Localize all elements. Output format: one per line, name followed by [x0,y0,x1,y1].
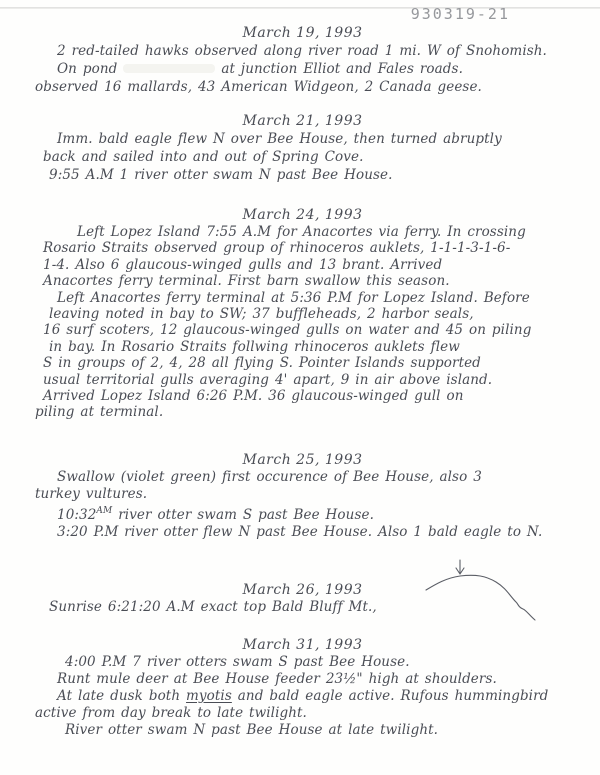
entry-line [35,503,570,524]
am-superscript: AM [96,505,113,516]
entry-line: Anacortes ferry terminal. First barn swallow this season. [43,273,450,290]
entry-line: 3:20 P.M river otter flew N past Bee House. Also 1 bald eagle to N. [57,523,543,540]
entry-line [35,60,570,78]
entry-date: March 26, 1993 [242,581,363,598]
entry-date: March 24, 1993 [242,207,363,223]
hill-profile-line [426,575,535,620]
scan-id-label: 930319-21 [410,5,510,23]
entry-line: Imm. bald eagle flew N over Bee House, then turned abruptly [57,131,502,147]
entry-line: Runt mule deer at Bee House feeder 23½" high at shoulders. [57,670,497,687]
journal-entry-march-31 [35,636,570,739]
entry-line: piling at terminal. [35,404,164,421]
journal-entry-march-25 [35,451,570,541]
entry-line-text: river otter swam S past Bee House. [112,506,374,523]
entry-line: turkey vultures. [35,485,148,502]
entry-line: leaving noted in bay to SW; 37 buffleheads, 2 harbor seals, [49,306,474,323]
entry-line: Rosario Straits observed group of rhinoceros auklets, 1-1-1-3-1-6- [43,240,511,257]
entry-line-text: and bald eagle active. Rufous hummingbird [231,687,549,704]
entry-line: 4:00 P.M 7 river otters swam S past Bee House. [65,653,410,670]
entry-line: S in groups of 2, 4, 28 all flying S. Pointer Islands supported [43,355,481,372]
journal-entry-march-24 [35,206,570,421]
entry-line: Swallow (violet green) first occurence of Bee House, also 3 [57,468,482,485]
entry-line-text: On pond [57,61,118,77]
entry-date: March 21, 1993 [242,113,363,129]
down-arrow-icon [456,560,464,574]
entry-line: Arrived Lopez Island 6:26 P.M. 36 glaucous-winged gull on [43,388,464,405]
journal-entry-march-19 [35,24,570,96]
entry-line-text: At late dusk both [57,687,187,704]
entry-line: 1-4. Also 6 glaucous-winged gulls and 13 brant. Arrived [43,256,443,273]
entry-date: March 19, 1993 [242,25,363,41]
journal-entry-march-21 [35,112,570,184]
entry-line: observed 16 mallards, 43 American Widgeon, 2 Canada geese. [35,79,482,95]
entry-line: in bay. In Rosario Straits follwing rhinoceros auklets flew [49,338,460,355]
entry-line [35,688,570,705]
entry-line: 16 surf scoters, 12 glaucous-winged gulls on water and 45 on piling [43,322,532,339]
entry-date: March 31, 1993 [242,636,363,653]
entry-date: March 25, 1993 [242,451,363,468]
entry-line: back and sailed into and out of Spring Cove. [43,149,364,165]
entry-line: active from day break to late twilight. [35,704,307,721]
entry-line: usual territorial gulls averaging 4' apart, 9 in air above island. [43,371,493,388]
entry-line: 2 red-tailed hawks observed along river road 1 mi. W of Snohomish. [57,43,547,59]
entry-line-text: at junction Elliot and Fales roads. [221,61,463,77]
entry-line: Left Lopez Island 7:55 A.M for Anacortes via ferry. In crossing [77,224,526,240]
entry-line: River otter swam N past Bee House at late twilight. [65,721,439,738]
erased-text-gap [123,64,215,73]
underlined-species-name: myotis [186,687,232,704]
entry-line: Left Anacortes ferry terminal at 5:36 P.M for Lopez Island. Before [57,289,530,306]
entry-line-time: 10:32 [57,506,97,523]
hill-sketch [424,556,544,622]
entry-line: 9:55 A.M 1 river otter swam N past Bee House. [49,167,393,183]
entry-line: Sunrise 6:21:20 A.M exact top Bald Bluff Mt., [49,598,377,615]
